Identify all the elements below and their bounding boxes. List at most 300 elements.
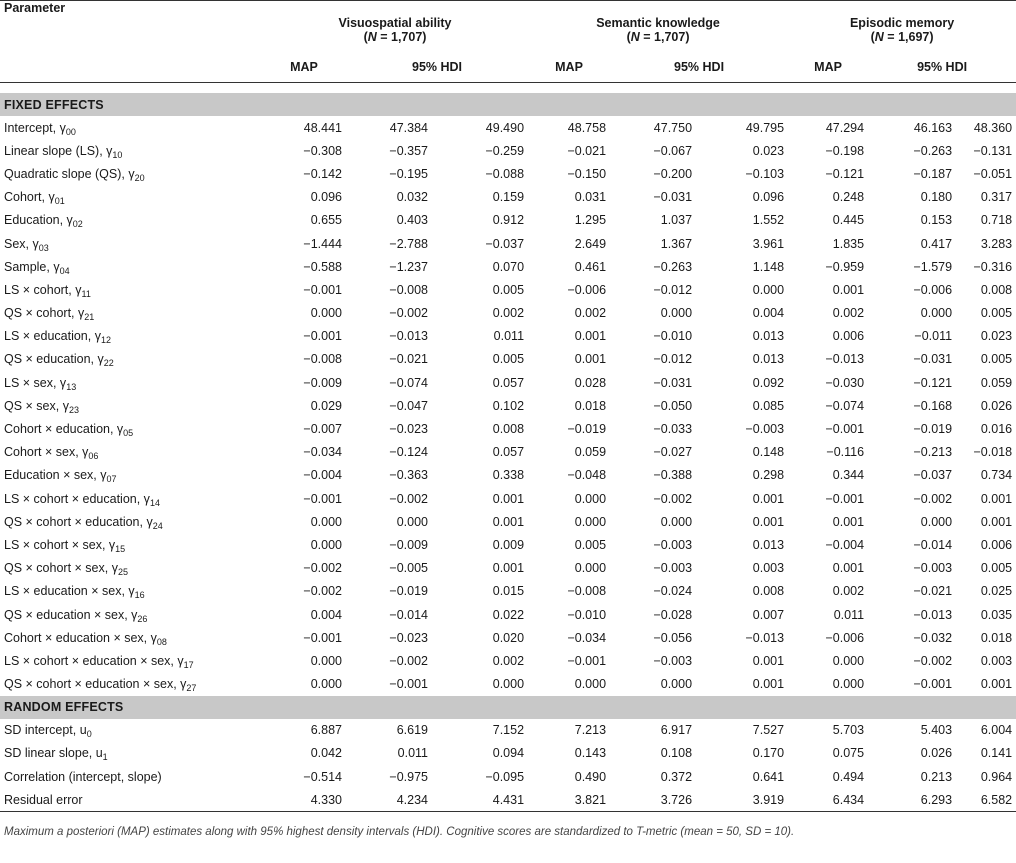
value-cell: −0.001 [913,677,953,692]
value-cell: 1.295 [574,213,607,228]
value-cell: 0.023 [752,143,785,158]
value-cell: −0.316 [973,259,1013,274]
table-row [0,533,1016,556]
value-cell: 0.461 [574,259,607,274]
value-cell: 0.964 [980,769,1013,784]
parameter-label [0,765,262,788]
group-n-visuospatial: (N = 1,707) [363,30,427,44]
parameter-subscript: 24 [152,520,163,531]
parameter-name: QS × education, γ [4,352,104,367]
parameter-subscript: 04 [59,265,70,276]
value-cell: −0.002 [653,491,693,506]
table-row [0,464,1016,487]
value-cell: −0.034 [567,630,607,645]
value-cell: −0.012 [653,352,693,367]
value-cell: −0.023 [389,630,428,645]
parameter-label [0,742,262,765]
parameter-subscript: 15 [115,543,126,554]
parameter-subscript: 16 [134,590,145,601]
value-cell: 0.000 [660,306,693,321]
parameter-label [0,487,262,510]
parameter-subscript: 20 [134,172,145,183]
value-cell: −0.031 [653,190,693,205]
value-cell: −0.050 [653,398,693,413]
parameter-name: SD intercept, u [4,723,87,738]
parameter-subscript: 25 [117,567,128,578]
value-cell: −0.150 [567,166,607,181]
value-cell: 47.384 [389,120,428,135]
parameter-name: QS × cohort × education × sex, γ [4,677,187,692]
value-cell: −2.788 [389,236,428,251]
value-cell: −0.034 [303,445,342,460]
value-cell: −0.019 [389,584,428,599]
value-cell: 0.059 [980,375,1013,390]
value-cell: 1.367 [660,236,693,251]
value-cell: −0.021 [567,143,607,158]
value-cell: 3.919 [696,788,788,812]
value-cell: 0.248 [832,190,865,205]
parameter-subscript: 27 [186,683,197,694]
parameter-subscript: 1 [102,752,108,763]
parameter-name: QS × education × sex, γ [4,607,138,622]
value-cell: 0.000 [920,514,953,529]
value-cell: −0.003 [653,561,693,576]
value-cell: 0.031 [574,190,607,205]
value-cell: −0.001 [303,282,342,297]
value-cell: −0.013 [389,329,428,344]
value-cell: −1.444 [303,236,342,251]
value-cell: 0.007 [752,607,785,622]
parameter-label [0,278,262,301]
value-cell: −0.006 [825,630,865,645]
table-row [0,209,1016,232]
value-cell: 0.026 [920,746,953,761]
hdi-header-episodic: 95% HDI [917,60,968,74]
value-cell: 0.001 [832,514,865,529]
table-row [0,441,1016,464]
parameter-label [0,673,262,696]
table-row [0,765,1016,788]
parameter-subscript: 26 [137,613,148,624]
parameter-label [0,510,262,533]
parameter-name: LS × education, γ [4,329,101,344]
parameter-name: LS × cohort, γ [4,282,82,297]
group-header-semantic: Semantic knowledge [596,16,720,30]
parameter-label [0,302,262,325]
parameter-label [0,255,262,278]
value-cell: −0.263 [913,143,953,158]
value-cell: 0.403 [396,213,428,228]
value-cell: 0.035 [980,607,1013,622]
table-header [0,1,1016,83]
value-cell: 0.000 [920,306,953,321]
parameter-name: Cohort × education × sex, γ [4,630,157,645]
parameter-subscript: 21 [84,312,95,323]
value-cell: 6.917 [660,723,693,738]
value-cell: 49.490 [485,120,525,135]
value-cell: 0.912 [492,213,525,228]
value-cell: 0.000 [396,514,428,529]
value-cell: 0.070 [492,259,525,274]
parameter-label [0,580,262,603]
value-cell: −0.004 [825,537,865,552]
table-row [0,371,1016,394]
value-cell: −0.001 [825,491,865,506]
parameter-subscript: 05 [123,428,134,439]
group-n-semantic: (N = 1,707) [626,30,690,44]
value-cell: 47.750 [653,120,693,135]
value-cell: −0.003 [653,653,693,668]
value-cell: 0.000 [574,491,607,506]
value-cell: 0.170 [752,746,785,761]
value-cell: 0.002 [492,306,525,321]
parameter-name: Education, γ [4,213,73,228]
value-cell: 1.835 [832,236,865,251]
parameter-name: LS × education × sex, γ [4,584,135,599]
value-cell: 0.000 [310,537,342,552]
table-row [0,673,1016,696]
table-row [0,742,1016,765]
parameter-label [0,417,262,440]
parameter-label [0,649,262,672]
value-cell: −0.021 [913,584,953,599]
table-row [0,719,1016,742]
value-cell: 0.445 [832,213,865,228]
value-cell: 0.011 [833,607,865,622]
parameter-name: QS × cohort, γ [4,306,85,321]
parameter-label [0,557,262,580]
value-cell: 0.001 [980,514,1013,529]
parameter-subscript: 22 [103,358,114,369]
value-cell: −0.124 [389,445,428,460]
value-cell: 0.032 [396,190,428,205]
value-cell: 46.163 [913,120,953,135]
value-cell: 0.417 [920,236,953,251]
value-cell: 0.018 [574,398,607,413]
value-cell: 0.002 [574,306,607,321]
value-cell: 0.000 [660,514,693,529]
value-cell: 48.360 [973,120,1013,135]
value-cell: 49.795 [745,120,785,135]
value-cell: 4.431 [432,788,528,812]
value-cell: −0.095 [485,769,525,784]
parameter-name: Quadratic slope (QS), γ [4,166,135,181]
table-row [0,603,1016,626]
value-cell: −0.388 [653,468,693,483]
value-cell: −0.006 [567,282,607,297]
table-row [0,278,1016,301]
parameter-name: Residual error [4,792,83,807]
value-cell: 0.011 [397,746,428,761]
value-cell: 0.028 [574,375,607,390]
value-cell: 0.338 [492,468,525,483]
value-cell: −0.048 [567,468,607,483]
parameter-name: QS × sex, γ [4,398,69,413]
value-cell: 0.015 [492,584,525,599]
value-cell: 0.085 [752,398,785,413]
value-cell: −0.051 [973,166,1013,181]
value-cell: 0.001 [574,352,607,367]
value-cell: 3.821 [528,788,610,812]
map-header-visuospatial: MAP [290,60,318,74]
value-cell: 0.000 [832,653,865,668]
value-cell: 0.022 [492,607,525,622]
table-row [0,649,1016,672]
value-cell: −0.006 [913,282,953,297]
value-cell: 6.619 [396,723,428,738]
value-cell: 0.000 [310,653,342,668]
value-cell: 0.001 [492,514,525,529]
value-cell: −0.001 [389,677,428,692]
table-row [0,394,1016,417]
value-cell: −0.588 [303,259,342,274]
value-cell: 0.004 [752,306,785,321]
value-cell: 0.059 [574,445,607,460]
value-cell: −0.001 [567,653,607,668]
value-cell: 0.005 [980,352,1013,367]
parameter-subscript: 07 [106,474,117,485]
parameter-subscript: 08 [156,636,167,647]
value-cell: 0.001 [752,653,785,668]
value-cell: 48.441 [303,120,342,135]
parameter-name: QS × cohort × education, γ [4,514,153,529]
value-cell: 0.317 [980,190,1013,205]
section-title: RANDOM EFFECTS [0,696,1016,719]
value-cell: −0.008 [303,352,342,367]
value-cell: 0.008 [492,422,525,437]
value-cell: −0.003 [913,561,953,576]
parameter-label [0,325,262,348]
value-cell: 0.002 [832,306,865,321]
hdi-header-semantic: 95% HDI [674,60,725,74]
value-cell: −0.008 [389,282,428,297]
value-cell: 4.234 [346,788,432,812]
table-body [0,83,1016,812]
parameter-subscript: 13 [66,381,77,392]
value-cell: 6.004 [980,723,1013,738]
section-row [0,696,1016,719]
parameter-label [0,394,262,417]
value-cell: −0.200 [653,166,693,181]
value-cell: 0.490 [574,769,607,784]
value-cell: 0.003 [752,561,785,576]
value-cell: −0.121 [825,166,865,181]
parameter-name: LS × cohort × education × sex, γ [4,653,184,668]
value-cell: 0.005 [980,561,1013,576]
value-cell: 0.000 [310,677,342,692]
group-header-visuospatial: Visuospatial ability [338,16,452,30]
parameter-subscript: 17 [183,659,194,670]
parameter-label [0,719,262,742]
value-cell: 0.005 [492,352,525,367]
value-cell: −0.116 [826,445,865,460]
value-cell: 0.000 [310,514,342,529]
value-cell: −0.047 [389,398,428,413]
value-cell: −0.014 [913,537,953,552]
table-row [0,417,1016,440]
value-cell: −0.263 [653,259,693,274]
value-cell: 0.075 [832,746,865,761]
value-cell: −0.002 [303,561,342,576]
value-cell: 0.001 [752,677,785,692]
value-cell: 0.026 [980,398,1013,413]
value-cell: −0.009 [303,375,342,390]
parameter-label [0,788,262,812]
value-cell: 0.001 [752,514,785,529]
table-row [0,626,1016,649]
parameter-label [0,116,262,139]
table-row [0,116,1016,139]
value-cell: −0.168 [913,398,953,413]
value-cell: 48.758 [567,120,607,135]
value-cell: 0.096 [752,190,785,205]
value-cell: 0.020 [492,630,525,645]
value-cell: 0.298 [752,468,785,483]
value-cell: −0.003 [653,537,693,552]
value-cell: 0.102 [492,398,525,413]
value-cell: 0.494 [832,769,865,784]
value-cell: 5.403 [920,723,953,738]
parameter-label [0,186,262,209]
value-cell: 0.005 [492,282,525,297]
value-cell: 0.013 [752,329,785,344]
hdi-header-visuospatial: 95% HDI [412,60,463,74]
table-row [0,487,1016,510]
value-cell: 0.008 [980,282,1013,297]
value-cell: 0.372 [660,769,693,784]
value-cell: 0.005 [980,306,1013,321]
value-cell: −0.975 [389,769,428,784]
value-cell: 0.006 [980,537,1013,552]
value-cell: −0.074 [825,398,865,413]
value-cell: −0.014 [389,607,428,622]
value-cell: 0.023 [980,329,1013,344]
parameter-subscript: 0 [86,729,92,740]
value-cell: 0.001 [980,491,1013,506]
value-cell: 0.641 [752,769,785,784]
value-cell: −0.213 [913,445,953,460]
section-row [0,93,1016,116]
value-cell: −0.007 [303,422,342,437]
parameter-subscript: 03 [38,242,49,253]
parameter-label [0,348,262,371]
value-cell: 7.527 [752,723,785,738]
value-cell: 1.037 [660,213,693,228]
value-cell: 0.148 [752,445,785,460]
parameter-label [0,371,262,394]
value-cell: −0.032 [913,630,953,645]
value-cell: 0.159 [492,190,525,205]
table-row [0,325,1016,348]
value-cell: 0.000 [574,561,607,576]
value-cell: 0.008 [752,584,785,599]
value-cell: −0.037 [913,468,953,483]
table-row [0,232,1016,255]
value-cell: 0.025 [980,584,1013,599]
table-row [0,139,1016,162]
value-cell: −0.363 [389,468,428,483]
value-cell: −1.237 [389,259,428,274]
value-cell: 0.213 [920,769,953,784]
value-cell: 5.703 [832,723,865,738]
value-cell: 0.000 [574,514,607,529]
value-cell: 6.293 [868,788,956,812]
value-cell: −0.024 [653,584,693,599]
value-cell: 0.094 [492,746,525,761]
value-cell: −1.579 [913,259,953,274]
value-cell: −0.088 [485,166,525,181]
parameter-subscript: 02 [72,219,83,230]
value-cell: 7.152 [492,723,525,738]
parameter-name: QS × cohort × sex, γ [4,561,118,576]
parameter-name: Cohort, γ [4,190,55,205]
value-cell: 0.143 [574,746,607,761]
value-cell: −0.005 [389,561,428,576]
table-footnote: Maximum a posteriori (MAP) estimates along with 95% highest density intervals (HDI). Cognitive scores are standardized to T-metric (mean = 50, SD = 10). [4,826,795,839]
parameter-header: Parameter [4,1,66,15]
value-cell: 0.003 [980,653,1013,668]
parameter-name: Intercept, γ [4,120,66,135]
value-cell: 0.057 [492,375,525,390]
value-cell: −0.074 [389,375,428,390]
table-row [0,788,1016,812]
value-cell: 0.000 [574,677,607,692]
value-cell: 0.005 [574,537,607,552]
value-cell: −0.013 [913,607,953,622]
value-cell: 0.001 [492,561,525,576]
value-cell: 0.057 [492,445,525,460]
value-cell: −0.514 [303,769,342,784]
parameter-label [0,162,262,185]
value-cell: −0.308 [303,143,342,158]
value-cell: −0.067 [653,143,693,158]
value-cell: 0.153 [920,213,953,228]
value-cell: −0.259 [485,143,525,158]
value-cell: 0.011 [493,329,525,344]
value-cell: −0.018 [973,445,1013,460]
value-cell: −0.013 [745,630,785,645]
value-cell: 0.004 [310,607,342,622]
value-cell: −0.131 [973,143,1013,158]
value-cell: 6.582 [956,788,1016,812]
value-cell: 3.726 [610,788,696,812]
parameter-label [0,464,262,487]
value-cell: −0.027 [653,445,693,460]
parameter-name: Cohort × sex, γ [4,445,89,460]
parameter-label [0,441,262,464]
group-n-episodic: (N = 1,697) [870,30,934,44]
value-cell: 0.001 [574,329,607,344]
parameter-label [0,232,262,255]
value-cell: −0.001 [303,491,342,506]
value-cell: −0.001 [825,422,865,437]
parameter-name: Cohort × education, γ [4,422,124,437]
value-cell: −0.002 [913,653,953,668]
parameter-subscript: 12 [100,335,111,346]
value-cell: −0.031 [653,375,693,390]
parameter-label [0,626,262,649]
map-header-episodic: MAP [814,60,842,74]
table-row [0,348,1016,371]
parameter-subscript: 14 [149,497,160,508]
value-cell: −0.011 [914,329,953,344]
value-cell: −0.010 [653,329,693,344]
value-cell: 7.213 [574,723,607,738]
table-row [0,580,1016,603]
value-cell: 0.108 [660,746,693,761]
value-cell: −0.056 [653,630,693,645]
parameter-name: Sex, γ [4,236,39,251]
